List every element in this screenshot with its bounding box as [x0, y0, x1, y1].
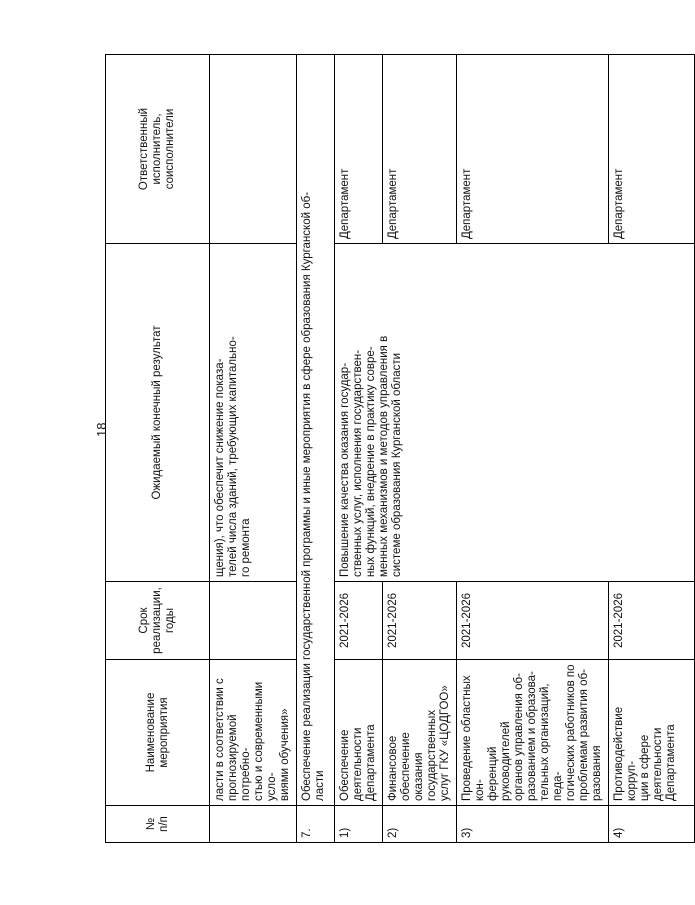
row-name: Противодействие корруп- ции в сфере деятельности Департамента	[609, 660, 695, 806]
section-row	[297, 55, 335, 843]
cont-name: ласти в соответствии с прогнозируемой потребно- стью и современными усло- виями обучения»	[210, 660, 297, 806]
header-executor: Ответственный исполнитель, соисполнители	[106, 55, 210, 244]
row-name: Финансовое обеспечение оказания государственных услуг ГКУ «ЦОДГОО»	[383, 660, 457, 806]
row-term: 2021-2026	[457, 582, 609, 660]
table-header-row	[106, 55, 210, 843]
measures-table	[105, 54, 695, 843]
cont-term	[210, 582, 297, 660]
header-num: № п/п	[106, 806, 210, 843]
row-result: Повышение качества оказания государ- ственных услуг, исполнения государствен- ных функций, внедрение в практику совре- менных механизмов и методов управления в системе образования Курганской области	[335, 244, 695, 582]
row-term: 2021-2026	[335, 582, 383, 660]
row-term: 2021-2026	[383, 582, 457, 660]
row-term: 2021-2026	[609, 582, 695, 660]
rotated-table-container	[105, 55, 677, 843]
header-result: Ожидаемый конечный результат	[106, 244, 210, 582]
row-name: Проведение областных кон- ференций руководителей органов управления об- разованием и образова- тельных организаций, педа- гогических работников по проблемам развития об- разования	[457, 660, 609, 806]
row-name: Обеспечение деятельности Департамента	[335, 660, 383, 806]
row-executor: Департамент	[335, 55, 383, 244]
row-num: 2)	[383, 806, 457, 843]
section-num: 7.	[297, 806, 335, 843]
page-number: 18	[94, 422, 109, 437]
table-row	[335, 55, 383, 843]
row-num: 4)	[609, 806, 695, 843]
row-executor: Департамент	[383, 55, 457, 244]
row-executor: Департамент	[457, 55, 609, 244]
section-title: Обеспечение реализации государственной программы и иные мероприятия в сфере образования Курганской об- ласти	[297, 55, 335, 806]
header-name: Наименование мероприятия	[106, 660, 210, 806]
row-num: 1)	[335, 806, 383, 843]
cont-executor	[210, 55, 297, 244]
cont-result: щения), что обеспечит снижение показа- телей числа зданий, требующих капитально- го ремонта	[210, 244, 297, 582]
cont-num	[210, 806, 297, 843]
continuation-row	[210, 55, 297, 843]
row-executor: Департамент	[609, 55, 695, 244]
row-num: 3)	[457, 806, 609, 843]
header-term: Срок реализации, годы	[106, 582, 210, 660]
